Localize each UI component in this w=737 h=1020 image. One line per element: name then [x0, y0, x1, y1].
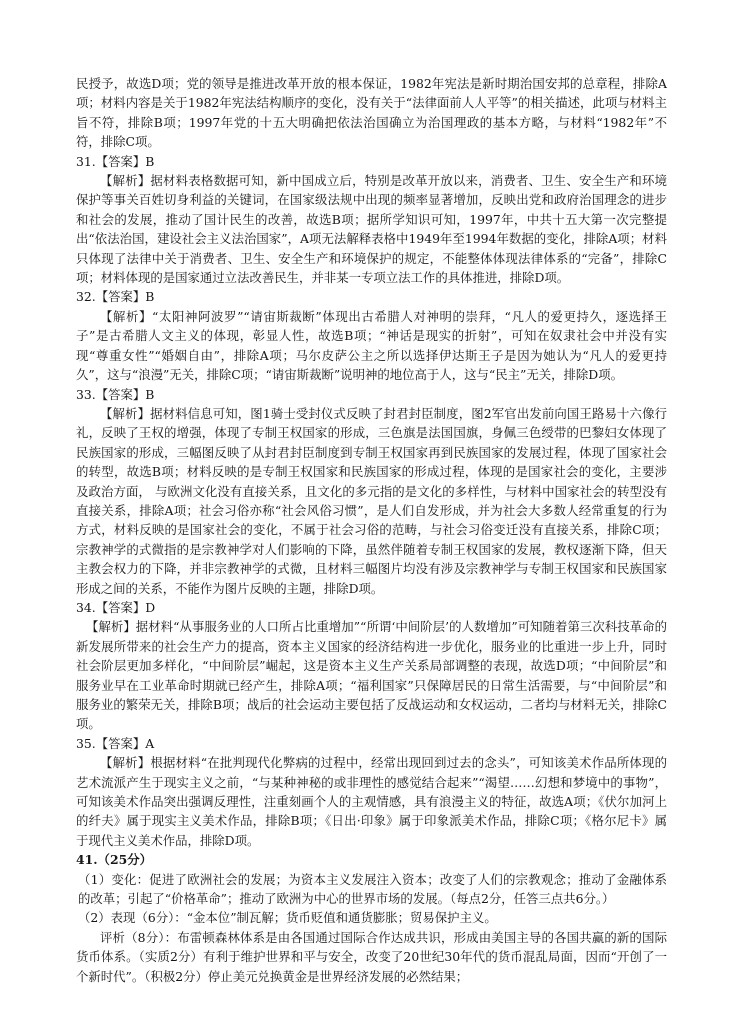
text-paragraph: （2）表现（6分）：“金本位”制瓦解；货币贬值和通货膨胀；贸易保护主义。	[78, 910, 497, 926]
answer-line: 31.【答案】B	[76, 153, 155, 169]
text-paragraph: 41.（25分）	[76, 852, 152, 868]
text-paragraph: 民授予，故选D项；党的领导是推进改革开放的根本保证，1982年宪法是新时期治国安邦的总章程，排除A项；材料内容是关于1982年宪法结构顺序的变化，没有关于“法律面前人人平等”的相关描述，此项与材料主旨不符，排除B项；1997年党的十五大明确把依法治国确立为治国理政的基本方略，与材料“1982年”不符，排除C项。	[76, 76, 667, 150]
analysis-paragraph: 【解析】“太阳神阿波罗”“请宙斯裁断”体现出古希腊人对神明的崇拜，“凡人的爱更持久，逐选择王子”是古希腊人文主义的体现，彰显人性，故选B项；“神话是现实的折射”，可知在奴隶社会中并没有实现“尊重女性”“婚姻自由”，排除A项；马尔皮萨公主之所以选择伊达斯王子是因为她认为“凡人的爱更持久”，这与“浪漫”无关，排除C项；“请宙斯裁断”说明神的地位高于人，这与“民主”无关，排除D项。	[76, 308, 667, 383]
text-paragraph: （1）变化：促进了欧洲社会的发展；为资本主义发展注入资本；改变了人们的宗教观念；推动了金融体系的改革；引起了“价格革命”；推动了欧洲为中心的世界市场的发展。（每点2分，任答三点共6分。）	[78, 871, 667, 907]
analysis-paragraph: 【解析】根据材料“在批判现代化弊病的过程中，经常出现回到过去的念头”，可知该美术作品所体现的艺术流派产生于现实主义之前，“与某种神秘的或非理性的感觉结合起来”“渴望……幻想和梦境中的事物”，可知该美术作品突出强调反理性，注重刻画个人的主观情感，具有浪漫主义的特征，故选A项；《伏尔加河上的纤夫》属于现实主义美术作品，排除B项；《日出·印象》属于印象派美术作品，排除C项；《格尔尼卡》属于现代主义美术作品，排除D项。	[76, 755, 667, 848]
analysis-paragraph: 【解析】据材料“从事服务业的人口所占比重增加”“所谓‘中间阶层’的人数增加”可知随着第三次科技革命的新发展所带来的社会生产力的提高，资本主义国家的经济结构进一步优化，服务业的比重进一步上升，同时社会阶层更加多样化，“中间阶层”崛起，这是资本主义生产关系局部调整的表现，故选D项；“中间阶层”和服务业早在工业革命时期就已经产生，排除A项；“福利国家”只保障居民的日常生活需要，与“中间阶层”和服务业的繁荣无关，排除B项；战后的社会运动主要包括了反战运动和女权运动，二者均与材料无关，排除C项。	[76, 619, 667, 732]
answer-line: 32.【答案】B	[76, 289, 155, 305]
answer-line: 34.【答案】D	[76, 599, 156, 615]
analysis-paragraph: 【解析】据材料信息可知，图1骑士受封仪式反映了封君封臣制度，图2军官出发前向国王路易十六像行礼，反映了王权的增强，体现了专制王权国家的形成，三色旗是法国国旗，身佩三色绶带的巴黎妇女体现了民族国家的形成，三幅图反映了从封君封臣制度到专制王权国家再到民族国家的发展过程，体现了国家社会的转型，故选B项；材料反映的是专制王权国家和民族国家的形成过程，体现的是国家社会的变化，主要涉及政治方面， 与欧洲文化没有直接关系，且文化的多元指的是文化的多样性，与材料中国家社会的转型没有直接关系，排除A项；社会习俗亦称“社会风俗习惯”，是人们自发形成，并为社会大多数人经常重复的行为方式，材料反映的是国家社会的变化，不属于社会习俗的范畴，与社会习俗变迁没有直接关系，排除C项；宗教神学的式微指的是宗教神学对人们影响的下降，虽然伴随着专制王权国家的发展，教权逐渐下降，但天主教会权力的下降，并非宗教神学的式微，且材料三幅图片均没有涉及宗教神学与专制王权国家和民族国家形成之间的关系，不能作为图片反映的主题，排除D项。	[76, 405, 667, 596]
answer-line: 35.【答案】A	[76, 735, 155, 751]
answer-line: 33.【答案】B	[76, 386, 155, 402]
text-paragraph: 评析（8分）：布雷顿森林体系是由各国通过国际合作达成共识，形成由美国主导的各国共赢的新的国际货币体系。（实质2分）有利于维护世界和平与安全，改变了20世纪30年代的货币混乱局面，因而“开创了一个新时代”。（积极2分）停止美元兑换黄金是世界经济发展的必然结果；	[76, 929, 667, 984]
analysis-paragraph: 【解析】据材料表格数据可知，新中国成立后，特别是改革开放以来，消费者、卫生、安全生产和环境保护等事关百姓切身利益的关键词，在国家级法规中出现的频率显著增加，反映出党和政府治国理念的进步和社会的发展，推动了国计民生的改善，故选B项；据所学知识可知，1997年，中共十五大第一次完整提出“依法治国，建设社会主义法治国家”，A项无法解释表格中1949年至1994年数据的变化，排除A项；材料只体现了法律中关于消费者、卫生、安全生产和环境保护的规定，不能整体体现法律体系的“完备”，排除C项；材料体现的是国家通过立法改善民生，并非某一专项立法工作的具体推进，排除D项。	[76, 173, 667, 286]
